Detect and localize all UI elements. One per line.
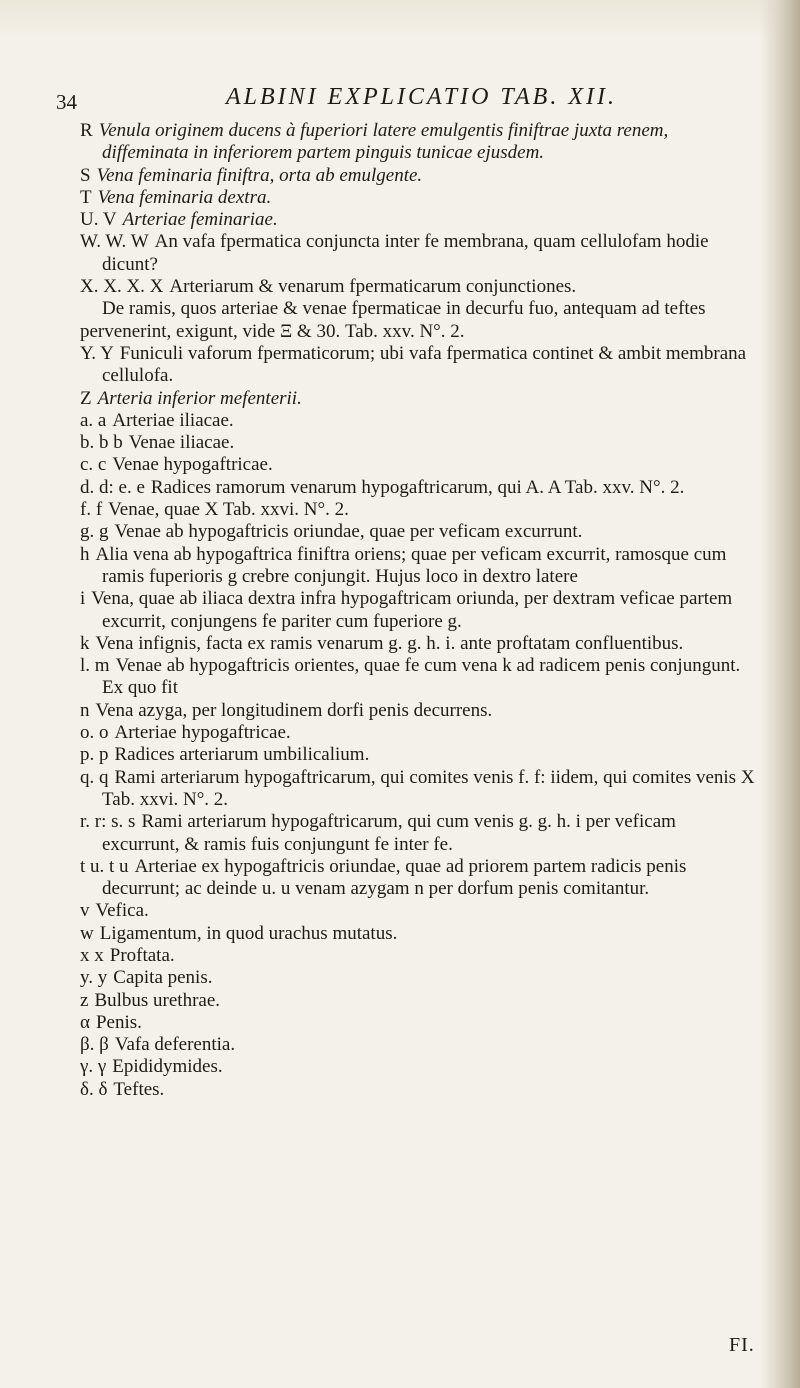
entry-label: a. a [80, 409, 107, 431]
note-paragraph: De ramis, quos arteriae & venae fpermaticae in decurfu fuo, antequam ad teftes pervenerint, exigunt, vide Ξ & 30. Tab. xxv. N°. 2. [80, 298, 706, 342]
entry-label: v [80, 900, 90, 922]
legend-entry [80, 410, 758, 432]
entry-label: d. d: e. e [80, 476, 145, 498]
entry-label: X. X. X. X [80, 276, 164, 298]
entry-label: Z [80, 387, 92, 409]
entry-description: Rami arteriarum hypogaftricarum, qui cum venis g. g. h. i per veficam excurrunt, & ramis fuis conjungunt fe inter fe. [102, 811, 676, 855]
legend-entry [80, 900, 758, 922]
legend-entry [80, 432, 758, 454]
entry-label: δ. δ [80, 1078, 108, 1100]
legend-entry [80, 187, 758, 209]
legend-entry [80, 633, 758, 655]
page-number: 34 [56, 90, 77, 114]
entry-description: Teftes. [113, 1078, 165, 1100]
legend-entry [80, 856, 758, 901]
legend-entry [80, 1079, 758, 1101]
entry-description: Bulbus urethrae. [94, 989, 221, 1011]
entry-label: h [80, 543, 90, 565]
entry-description: Radices ramorum venarum hypogaftricarum, qui A. A Tab. xxv. N°. 2. [150, 476, 685, 498]
entry-description: Rami arteriarum hypogaftricarum, qui comites venis f. f: iidem, qui comites venis X Tab. xxvi. N°. 2. [102, 766, 755, 810]
legend-entry [80, 700, 758, 722]
entry-label: α [80, 1011, 90, 1033]
entry-label: l. m [80, 655, 110, 677]
entry-description: Venae ab hypogaftricis oriundae, quae per veficam excurrunt. [114, 521, 583, 543]
entry-description: Arteria inferior mefenterii. [97, 387, 302, 409]
entry-label: i [80, 588, 86, 610]
entry-label: g. g [80, 521, 109, 543]
entry-description: Capita penis. [113, 967, 213, 989]
legend-entry [80, 343, 758, 388]
catchword: FI. [729, 1334, 755, 1356]
entry-description: Venula originem ducens à fuperiori latere emulgentis finiftrae juxta renem, diffeminata in inferiorem partem pinguis tunicae ejusdem. [98, 120, 669, 164]
entry-label: γ. γ [80, 1056, 107, 1078]
legend-entry [80, 655, 758, 700]
legend-entry [80, 1056, 758, 1078]
entry-label: W. W. W [80, 231, 149, 253]
entry-label: β. β [80, 1034, 109, 1056]
entry-description: Vena infignis, facta ex ramis venarum g. g. h. i. ante proftatam confluentibus. [95, 632, 684, 654]
entry-description: Funiculi vaforum fpermaticorum; ubi vafa fpermatica continet & ambit membrana cellulofa. [102, 342, 747, 387]
legend-entry [80, 454, 758, 476]
legend-entry [80, 588, 758, 633]
entry-label: r. r: s. s [80, 811, 136, 833]
legend-entry [80, 967, 758, 989]
legend-entry [80, 521, 758, 543]
legend-entry [80, 544, 758, 589]
entry-description: Vena feminaria finiftra, orta ab emulgente. [96, 164, 423, 186]
legend-entry [80, 945, 758, 967]
legend-entry [80, 165, 758, 187]
entry-label: Y. Y [80, 342, 114, 364]
legend-entry [80, 923, 758, 945]
entry-description: Arteriae hypogaftricae. [114, 722, 291, 744]
entry-label: U. V [80, 209, 117, 231]
entry-description: Radices arteriarum umbilicalium. [114, 744, 370, 766]
entry-description: Epididymides. [112, 1056, 223, 1078]
entry-label: t u. t u [80, 855, 129, 877]
entry-label: b. b b [80, 432, 123, 454]
entry-description: Vena feminaria dextra. [97, 186, 272, 208]
entry-label: S [80, 164, 91, 186]
entry-label: q. q [80, 766, 109, 788]
entry-label: k [80, 632, 90, 654]
entry-label: n [80, 699, 90, 721]
entry-description: Alia vena ab hypogaftrica finiftra oriens; quae per veficam excurrit, ramosque cum ramis fuperioris g crebre conjungit. Hujus loco in dextro latere [95, 543, 727, 587]
entry-description: Arteriarum & venarum fpermaticarum conjunctiones. [169, 276, 577, 298]
entry-description: Venae iliacae. [128, 432, 235, 454]
entry-label: x x [80, 944, 104, 966]
legend-entry [80, 744, 758, 766]
running-title: ALBINI EXPLICATIO TAB. XII. [226, 84, 617, 110]
entry-label: w [80, 922, 94, 944]
legend-entry [80, 1034, 758, 1056]
entry-description: Vena, quae ab iliaca dextra infra hypogaftricam oriunda, per dextram veficae partem excurrit, conjungens fe pariter cum fuperiore g. [91, 588, 733, 632]
legend-entry [80, 231, 758, 276]
entry-description: Vefica. [95, 900, 149, 922]
entry-description: An vafa fpermatica conjuncta inter fe membrana, quam cellulofam hodie dicunt? [102, 231, 709, 275]
entry-label: c. c [80, 454, 107, 476]
legend-entry [80, 499, 758, 521]
page-top-shading [0, 0, 800, 40]
legend-list [80, 120, 758, 1101]
legend-entry [80, 811, 758, 856]
entry-description: Venae, quae X Tab. xxvi. N°. 2. [108, 499, 349, 521]
legend-entry [80, 209, 758, 231]
entry-description: Arteriae ex hypogaftricis oriundae, quae ad priorem partem radicis penis decurrunt; ac deinde u. u venam azygam n per dorfum penis comitantur. [102, 855, 687, 900]
entry-description: Penis. [95, 1011, 142, 1033]
legend-entry [80, 477, 758, 499]
entry-description: Venae hypogaftricae. [112, 454, 273, 476]
legend-entry [80, 276, 758, 298]
entry-description: Proftata. [109, 944, 175, 966]
page-header [56, 70, 716, 114]
entry-description: Arteriae iliacae. [112, 409, 234, 431]
legend-entry [80, 1012, 758, 1034]
legend-entry [80, 722, 758, 744]
entry-label: T [80, 186, 92, 208]
entry-label: p. p [80, 744, 109, 766]
entry-description: Arteriae feminariae. [122, 209, 278, 231]
entry-description: Vafa deferentia. [114, 1034, 236, 1056]
entry-description: Venae ab hypogaftricis orientes, quae fe cum vena k ad radicem penis conjungunt. Ex quo fit [102, 655, 741, 699]
entry-label: R [80, 120, 93, 141]
legend-entry [80, 990, 758, 1012]
entry-label: z [80, 989, 89, 1011]
page-gutter-shading [760, 0, 800, 1388]
entry-label: y. y [80, 967, 108, 989]
legend-entry [80, 120, 758, 165]
entry-description: Vena azyga, per longitudinem dorfi penis decurrens. [95, 699, 493, 721]
entry-label: o. o [80, 722, 109, 744]
entry-label: f. f [80, 499, 103, 521]
entry-description: Ligamentum, in quod urachus mutatus. [99, 922, 398, 944]
legend-entry [80, 388, 758, 410]
legend-entry [80, 767, 758, 812]
